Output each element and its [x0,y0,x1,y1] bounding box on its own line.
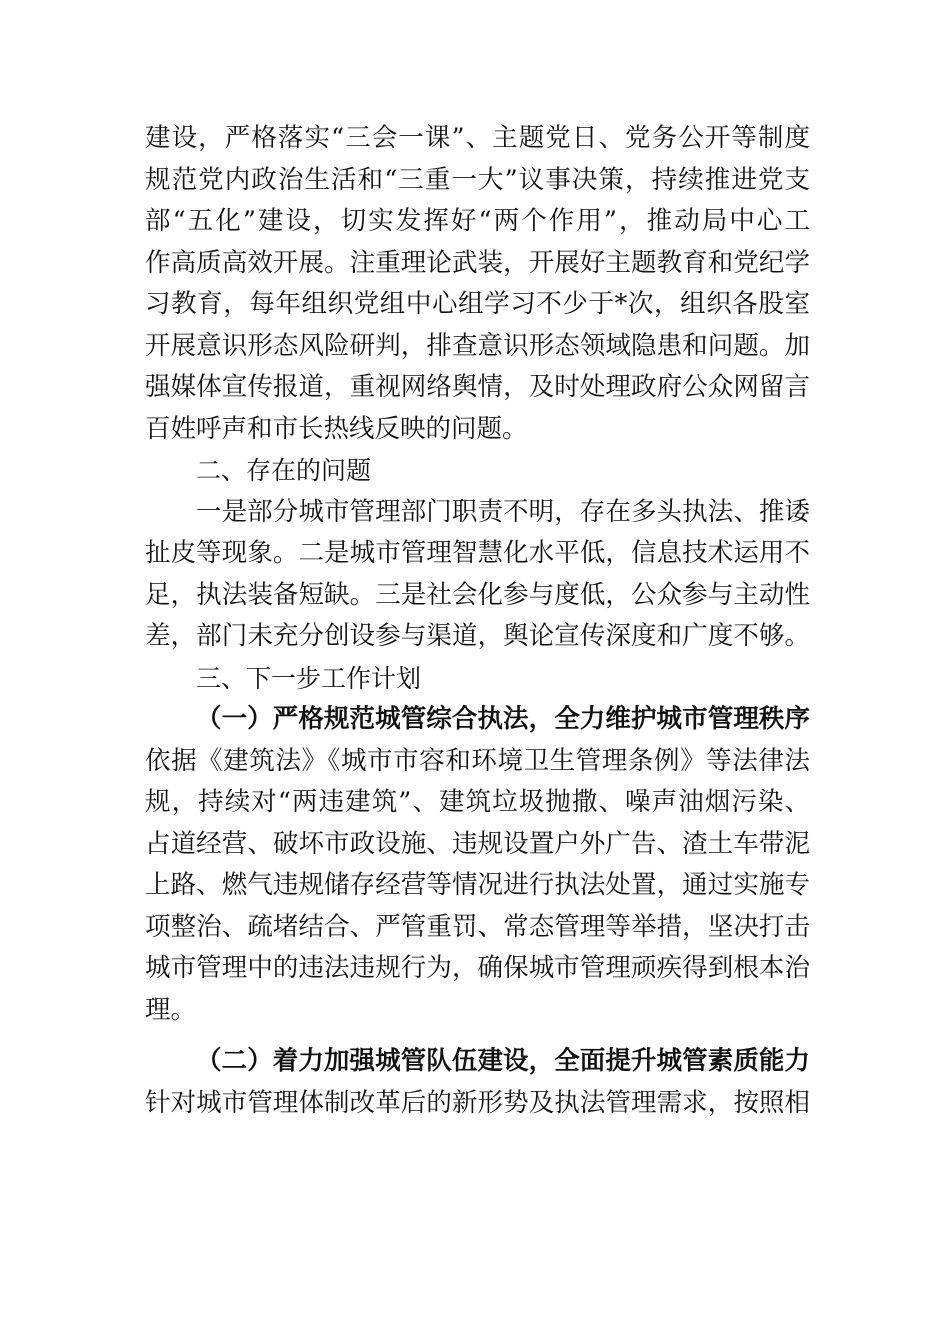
section-heading-next-plan: 三、下一步工作计划 [196,663,422,693]
text-line: 习教育，每年组织党组中心组学习不少于*次，组织各股室 [145,289,810,319]
text-line: 规，持续对“两违建筑”、建筑垃圾抛撒、噪声油烟污染、 [145,787,810,817]
text-line: 理。 [145,994,197,1025]
plan-item-title: （二）着力加强城管队伍建设，全面提升城管素质能力 [196,1046,810,1076]
text-line: 针对城市管理体制改革后的新形势及执法管理需求，按照相 [145,1087,810,1118]
text-line: 差，部门未充分创设参与渠道，舆论宣传深度和广度不够。 [145,621,810,651]
plan-item-team-building [145,1041,810,1124]
text-line: 部“五化”建设，切实发挥好“两个作用”，推动局中心工 [145,206,810,236]
text-line: 开展意识形态风险研判，排查意识形态领域隐患和问题。加 [145,330,810,361]
text-line: 足，执法装备短缺。三是社会化参与度低，公众参与主动性 [145,579,810,610]
text-line: 强媒体宣传报道，重视网络舆情，及时处理政府公众网留言 [145,372,810,402]
paragraph-problems [145,492,810,658]
document-body [145,118,810,1124]
text-line: 一是部分城市管理部门职责不明，存在多头执法、推诿 [196,496,810,527]
text-line: 规范党内政治生活和“三重一大”议事决策，持续推进党支 [145,164,810,195]
text-line: 城市管理中的违法违规行为，确保城市管理顽疾得到根本治 [145,953,810,983]
text-line: 占道经营、破坏市政设施、违规设置户外广告、渣土车带泥 [145,828,810,859]
plan-item-title: （一）严格规范城管综合执法，全力维护城市管理秩序 [196,704,810,734]
section-heading-problems: 二、存在的问题 [196,456,372,485]
text-line: 扯皮等现象。二是城市管理智慧化水平低，信息技术运用不 [145,538,810,568]
paragraph-party-building [145,118,810,450]
text-line: 依据《建筑法》《城市市容和环境卫生管理条例》等法律法 [145,745,810,776]
paragraph-gap [145,1031,810,1041]
text-line: 项整治、疏堵结合、严管重罚、常态管理等举措，坚决打击 [145,911,810,942]
text-line: 百姓呼声和市长热线反映的问题。 [145,413,528,444]
text-line: 建设，严格落实“三会一课”、主题党日、党务公开等制度 [145,123,810,153]
plan-item-enforcement [145,699,810,1031]
text-line: 作高质高效开展。注重理论武装，开展好主题教育和党纪学 [145,247,810,278]
text-line: 上路、燃气违规储存经营等情况进行执法处置，通过实施专 [145,870,810,900]
